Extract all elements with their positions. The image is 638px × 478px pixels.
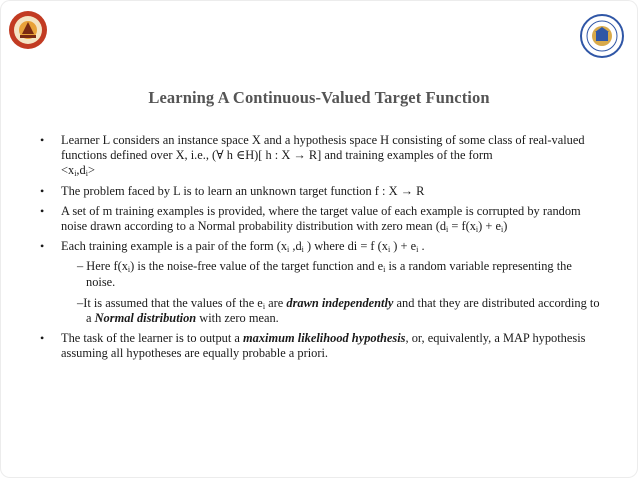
bullet-dot: • [40, 183, 45, 198]
sub-bullet-noise-free: – Here $f(x_i)$ is the noise-free value of the target function and $e_i$ is a random variable representing the noise. [77, 259, 572, 289]
bullet-problem: • The problem faced by L is to learn an unknown target function f : X → R [40, 183, 425, 198]
bullet-example-pair: • Each training example is a pair of the form ($x_i$ $,d_i$ ) where di = f ($x_i$ ) + $e_i$ . [40, 239, 425, 255]
bullet-dot: • [40, 203, 45, 218]
bullet-dot: • [40, 239, 45, 254]
bullet-instance-space: • Learner L considers an instance space X and a hypothesis space H consisting of some class of real-valued functions defined over X, i.e., (∀ h ∈H)[ h : X → R] and training examples of the form $<x_i,d_i>$ [40, 133, 585, 179]
bullet-dot: • [40, 331, 45, 346]
bullet-training-set: • A set of m training examples is provided, where the target value of each example is corrupted by random noise drawn according to a Normal probability distribution with zero mean $(d_i = f(x_i) + e_i)$ [40, 203, 581, 235]
bullet-learner-task: • The task of the learner is to output a maximum likelihood hypothesis, or, equivalently, a MAP hypothesis assuming all hypotheses are equally probable a priori. [40, 331, 586, 361]
bullet-list [40, 133, 600, 367]
slide-title: Learning A Continuous-Valued Target Function [148, 88, 490, 107]
sub-bullet-normal-distribution: –It is assumed that the values of the $e_i$ are drawn independently and that they are distributed according to a Normal distribution with zero mean. [77, 295, 600, 326]
left-logo-icon [8, 10, 48, 50]
bullet-dot: • [40, 133, 45, 147]
right-seal-icon [580, 14, 624, 58]
